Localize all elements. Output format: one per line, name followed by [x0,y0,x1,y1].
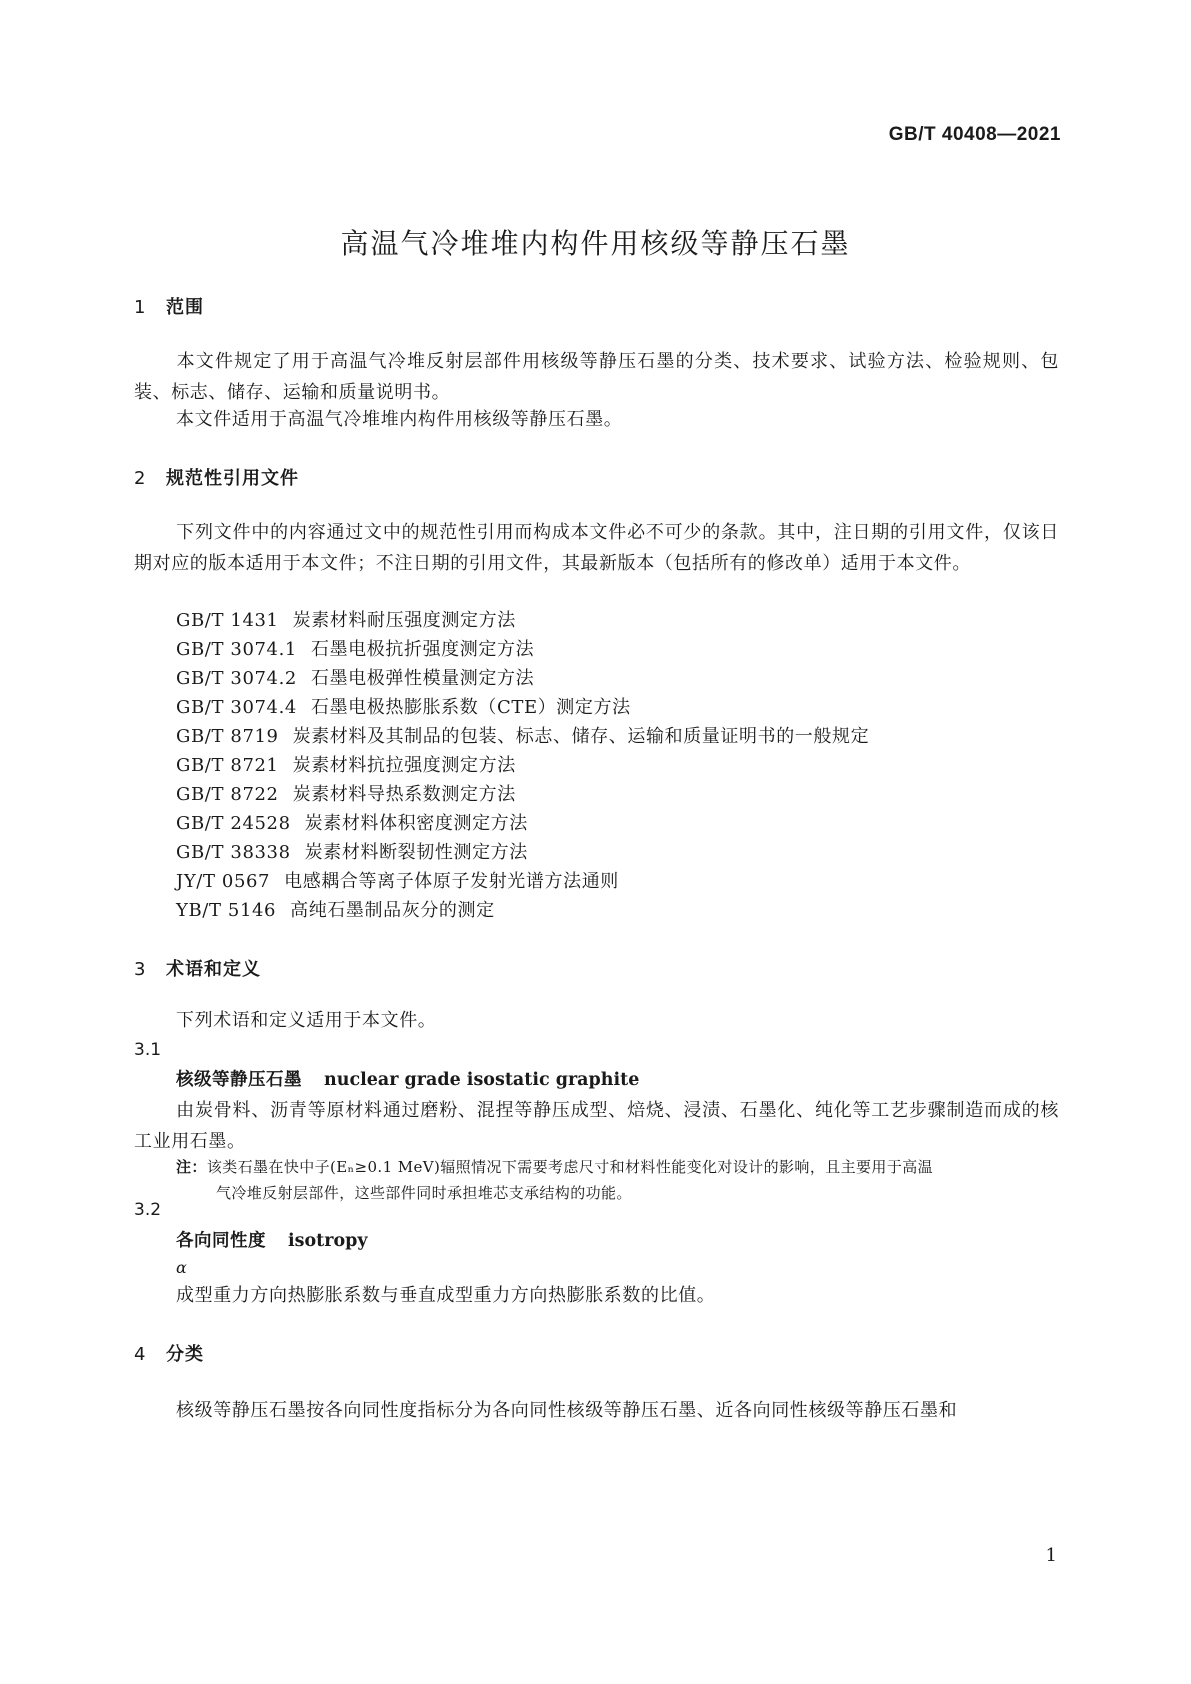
term-heading [176,1066,639,1091]
section-number: 3 [134,959,147,980]
term-chinese: 核级等静压石墨 [176,1070,302,1090]
reference-title: 炭素材料导热系数测定方法 [292,784,516,805]
section-title: 规范性引用文件 [166,468,299,489]
reference-code: GB/T 8722 [176,784,279,805]
reference-item [176,750,516,781]
reference-title: 炭素材料体积密度测定方法 [304,813,528,834]
section-title: 分类 [166,1344,204,1365]
section-4-heading [134,1340,204,1366]
reference-title: 电感耦合等离子体原子发射光谱方法通则 [284,871,619,892]
reference-item [176,866,619,897]
reference-code: JY/T 0567 [176,871,271,892]
reference-item [176,779,516,810]
section-3-heading [134,955,261,981]
section-number: 1 [134,297,147,318]
term-definition [134,1095,1059,1157]
section-title: 范围 [166,297,204,318]
note-text: 该类石墨在快中子(Eₙ≥0.1 MeV)辐照情况下需要考虑尺寸和材料性能变化对设计的影响，且主要用于高温 [206,1158,934,1176]
reference-title: 炭素材料抗拉强度测定方法 [292,755,516,776]
reference-item [176,605,516,636]
section-number: 4 [134,1344,147,1365]
reference-item [176,634,534,665]
reference-title: 石墨电极抗折强度测定方法 [310,639,535,660]
standard-code: GB/T 40408—2021 [888,124,1061,145]
reference-title: 高纯石墨制品灰分的测定 [290,900,495,921]
reference-item [176,837,528,868]
reference-item [176,895,495,926]
term-english: nuclear grade isostatic graphite [324,1070,640,1090]
reference-code: GB/T 3074.1 [176,639,297,660]
document-title: 高温气冷堆堆内构件用核级等静压石墨 [340,227,851,260]
paragraph-text: 下列文件中的内容通过文中的规范性引用而构成本文件必不可少的条款。其中，注日期的引用文件，仅该日期对应的版本适用于本文件；不注日期的引用文件，其最新版本（包括所有的修改单）适用于本文件。 [134,522,1059,574]
term-number: 3.2 [134,1200,162,1220]
term-note [176,1154,1062,1206]
note-text-continued: 气冷堆反射层部件，这些部件同时承担堆芯支承结构的功能。 [216,1184,632,1202]
reference-title: 炭素材料耐压强度测定方法 [292,610,516,631]
reference-code: GB/T 8719 [176,726,279,747]
term-english: isotropy [288,1231,368,1251]
reference-code: GB/T 24528 [176,813,291,834]
reference-code: GB/T 3074.2 [176,668,297,689]
reference-item [176,692,631,723]
section-4-paragraph-1: 核级等静压石墨按各向同性度指标分为各向同性核级等静压石墨、近各向同性核级等静压石墨和 [176,1400,958,1421]
section-title: 术语和定义 [166,959,261,980]
reference-item [176,808,528,839]
section-1-paragraph-1 [134,346,1059,408]
reference-code: GB/T 1431 [176,610,279,631]
reference-item [176,663,534,694]
reference-title: 石墨电极热膨胀系数（CTE）测定方法 [310,697,631,718]
reference-code: GB/T 3074.4 [176,697,297,718]
reference-item [176,721,869,752]
page-number: 1 [1045,1545,1057,1566]
term-number: 3.1 [134,1040,162,1060]
section-number: 2 [134,468,147,489]
reference-title: 炭素材料及其制品的包装、标志、储存、运输和质量证明书的一般规定 [292,726,870,747]
reference-title: 炭素材料断裂韧性测定方法 [304,842,528,863]
section-3-intro: 下列术语和定义适用于本文件。 [176,1010,437,1031]
term-chinese: 各向同性度 [176,1231,266,1251]
note-label: 注： [176,1158,207,1176]
term-symbol: α [176,1258,187,1277]
term-heading [176,1227,368,1252]
paragraph-text: 本文件规定了用于高温气冷堆反射层部件用核级等静压石墨的分类、技术要求、试验方法、检验规则、包装、标志、储存、运输和质量说明书。 [134,351,1059,403]
section-1-heading [134,293,204,319]
section-2-heading [134,464,299,490]
definition-text: 由炭骨料、沥青等原材料通过磨粉、混捏等静压成型、焙烧、浸渍、石墨化、纯化等工艺步骤制造而成的核工业用石墨。 [134,1100,1059,1152]
reference-title: 石墨电极弹性模量测定方法 [310,668,535,689]
reference-code: GB/T 8721 [176,755,279,776]
reference-code: GB/T 38338 [176,842,291,863]
paragraph-text: 本文件适用于高温气冷堆堆内构件用核级等静压石墨。 [176,409,623,430]
section-2-intro [134,517,1059,579]
section-1-paragraph-2 [134,404,1059,435]
term-definition: 成型重力方向热膨胀系数与垂直成型重力方向热膨胀系数的比值。 [176,1285,716,1306]
reference-code: YB/T 5146 [176,900,277,921]
